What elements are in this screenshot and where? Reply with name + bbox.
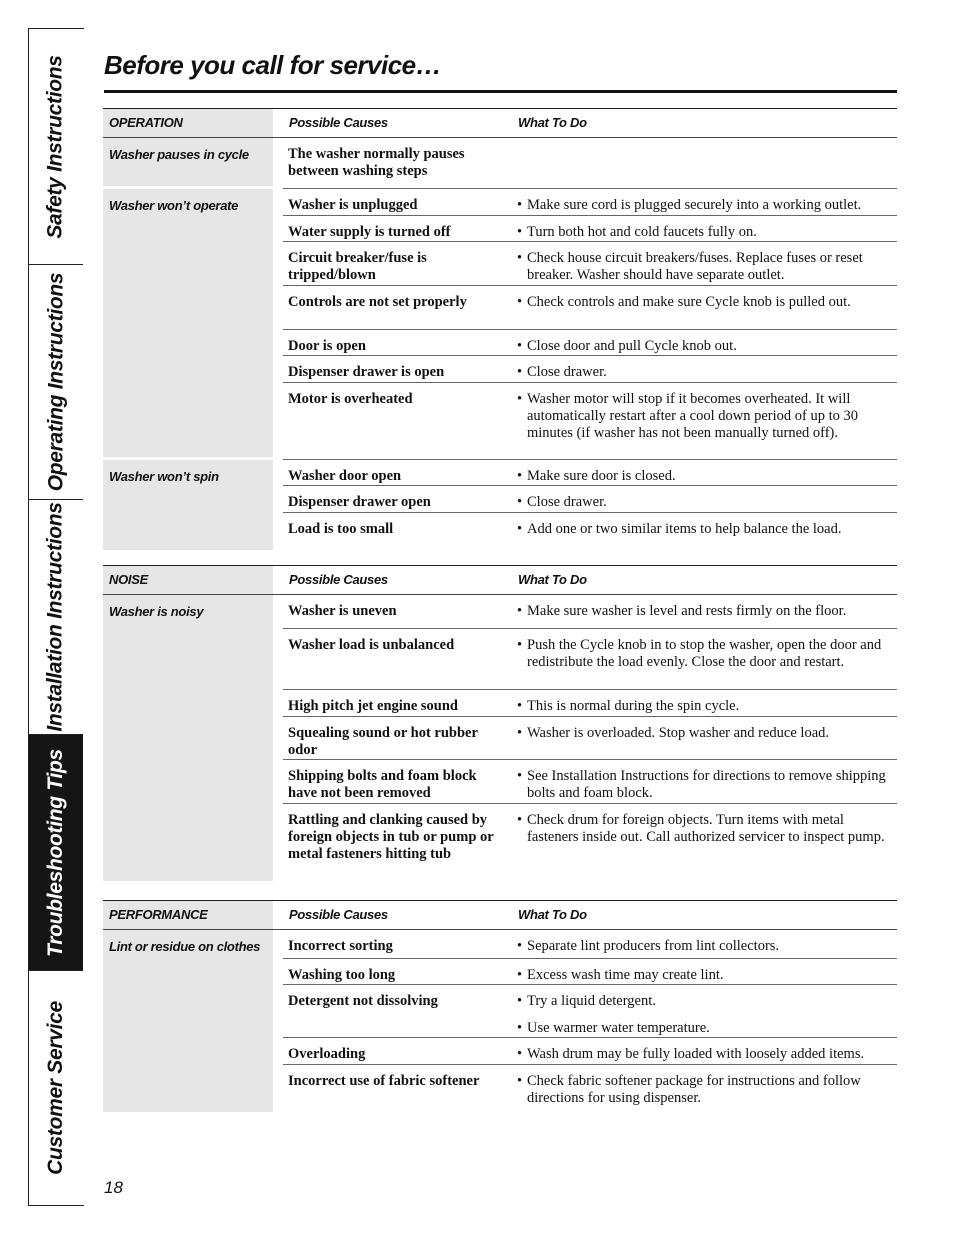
section-performance xyxy=(103,900,897,1112)
table-row xyxy=(283,804,897,881)
cause-text: Detergent not dissolving xyxy=(288,993,438,1009)
title-divider xyxy=(104,90,897,93)
todo-text: • Make sure washer is level and rests firmly on the floor. xyxy=(517,603,899,620)
problem-group xyxy=(103,138,897,189)
table-row xyxy=(283,1038,897,1065)
problem-label: Washer is noisy xyxy=(109,604,204,619)
cause-text: Washer is unplugged xyxy=(288,197,418,213)
section-header xyxy=(103,565,897,595)
cause-text: Washer load is unbalanced xyxy=(288,637,455,653)
table-row xyxy=(283,1065,897,1112)
tab-operating-instructions[interactable] xyxy=(29,265,83,500)
column-header-todo: What To Do xyxy=(518,572,587,587)
section-heading: NOISE xyxy=(109,572,148,587)
table-row xyxy=(283,930,897,959)
cause-text: Motor is overheated xyxy=(288,391,413,407)
section-heading: OPERATION xyxy=(109,115,183,130)
problem-label: Washer pauses in cycle xyxy=(109,147,249,162)
problem-group xyxy=(103,460,897,550)
cause-text: Dispenser drawer open xyxy=(288,494,431,510)
cause-text: Incorrect use of fabric softener xyxy=(288,1073,480,1089)
cause-text: Washing too long xyxy=(288,967,396,983)
cause-text: High pitch jet engine sound xyxy=(288,698,458,714)
table-row xyxy=(283,959,897,985)
todo-text: • Check drum for foreign objects. Turn items with metal fasteners inside out. Call authorized servicer to inspect pump. xyxy=(517,812,899,846)
table-row xyxy=(283,760,897,804)
todo-text: • Try a liquid detergent. xyxy=(517,993,899,1010)
todo-text: • Washer motor will stop if it becomes overheated. It will automatically restart after a cool down period of up to 30 minutes (if washer has not been manually turned off). xyxy=(517,391,899,442)
todo-text: • Check house circuit breakers/fuses. Replace fuses or reset breaker. Washer should have separate outlet. xyxy=(517,250,899,284)
table-row xyxy=(283,717,897,760)
table-row xyxy=(283,242,897,286)
section-noise xyxy=(103,565,897,881)
todo-text: • Make sure door is closed. xyxy=(517,468,899,485)
table-row xyxy=(283,356,897,383)
problem-group xyxy=(103,189,897,460)
table-row xyxy=(283,690,897,717)
tab-troubleshooting-tips[interactable] xyxy=(29,735,83,971)
todo-text: • Excess wash time may create lint. xyxy=(517,967,899,984)
todo-text: • Turn both hot and cold faucets fully on. xyxy=(517,224,899,241)
column-header-causes: Possible Causes xyxy=(289,572,388,587)
section-header xyxy=(103,108,897,138)
table-row xyxy=(283,460,897,486)
todo-text: • Add one or two similar items to help balance the load. xyxy=(517,521,899,538)
todo-text: • Check fabric softener package for instructions and follow directions for using dispenser. xyxy=(517,1073,899,1107)
tab-safety-instructions[interactable] xyxy=(29,29,83,265)
column-header-causes: Possible Causes xyxy=(289,115,388,130)
cause-text: Incorrect sorting xyxy=(288,938,393,954)
section-heading: PERFORMANCE xyxy=(109,907,208,922)
cause-text: Load is too small xyxy=(288,521,394,537)
table-row xyxy=(283,629,897,690)
cause-text: The washer normally pauses between washing steps xyxy=(288,146,465,179)
column-header-causes: Possible Causes xyxy=(289,907,388,922)
cause-text: Squealing sound or hot rubber odor xyxy=(288,725,478,758)
todo-text: • Separate lint producers from lint collectors. xyxy=(517,938,899,955)
column-header-todo: What To Do xyxy=(518,907,587,922)
side-tabs xyxy=(28,28,84,1206)
tab-customer-service[interactable] xyxy=(29,971,83,1205)
problem-group xyxy=(103,595,897,881)
todo-text: • Use warmer water temperature. xyxy=(517,1020,899,1037)
cause-text: Washer is uneven xyxy=(288,603,397,619)
cause-text: Rattling and clanking caused by foreign objects in tub or pump or metal fasteners hitting tub xyxy=(288,812,494,862)
tab-label: Installation Instructions xyxy=(44,502,68,732)
cause-text: Washer door open xyxy=(288,468,402,484)
todo-text: • Washer is overloaded. Stop washer and reduce load. xyxy=(517,725,899,742)
todo-text: • Close drawer. xyxy=(517,364,899,381)
todo-text: • Close door and pull Cycle knob out. xyxy=(517,338,899,355)
cause-text: Dispenser drawer is open xyxy=(288,364,445,380)
todo-text: • Wash drum may be fully loaded with loosely added items. xyxy=(517,1046,899,1063)
section-header xyxy=(103,900,897,930)
cause-text: Circuit breaker/fuse is tripped/blown xyxy=(288,250,427,283)
cause-text: Controls are not set properly xyxy=(288,294,467,310)
todo-text: • See Installation Instructions for directions to remove shipping bolts and foam block. xyxy=(517,768,899,802)
section-operation xyxy=(103,108,897,550)
tab-installation-instructions[interactable] xyxy=(29,500,83,735)
table-row xyxy=(283,330,897,356)
problem-label: Lint or residue on clothes xyxy=(109,939,261,954)
tab-label: Customer Service xyxy=(44,1001,68,1175)
tab-label: Troubleshooting Tips xyxy=(44,748,68,957)
problem-group xyxy=(103,930,897,1112)
cause-text: Water supply is turned off xyxy=(288,224,451,240)
table-row xyxy=(283,486,897,513)
problem-label: Washer won’t operate xyxy=(109,198,239,213)
page-title: Before you call for service… xyxy=(104,50,442,80)
tab-label: Operating Instructions xyxy=(44,272,67,492)
table-row xyxy=(283,189,897,216)
table-row xyxy=(283,513,897,550)
table-row xyxy=(283,985,897,1012)
cause-text: Door is open xyxy=(288,338,366,354)
column-header-todo: What To Do xyxy=(518,115,587,130)
cause-text: Overloading xyxy=(288,1046,366,1062)
todo-text: • Close drawer. xyxy=(517,494,899,511)
tab-label: Safety Instructions xyxy=(44,54,67,239)
table-row xyxy=(283,383,897,460)
table-row xyxy=(283,138,897,189)
page-number: 18 xyxy=(104,1178,123,1197)
table-row xyxy=(283,286,897,330)
cause-text: Shipping bolts and foam block have not been removed xyxy=(288,768,477,801)
todo-text: • Push the Cycle knob in to stop the washer, open the door and redistribute the load evenly. Close the door and restart. xyxy=(517,637,899,671)
todo-text: • Check controls and make sure Cycle knob is pulled out. xyxy=(517,294,899,311)
problem-label: Washer won’t spin xyxy=(109,469,219,484)
table-row xyxy=(283,595,897,629)
todo-text: • Make sure cord is plugged securely into a working outlet. xyxy=(517,197,899,214)
table-row xyxy=(283,1012,897,1038)
table-row xyxy=(283,216,897,242)
todo-text: • This is normal during the spin cycle. xyxy=(517,698,899,715)
